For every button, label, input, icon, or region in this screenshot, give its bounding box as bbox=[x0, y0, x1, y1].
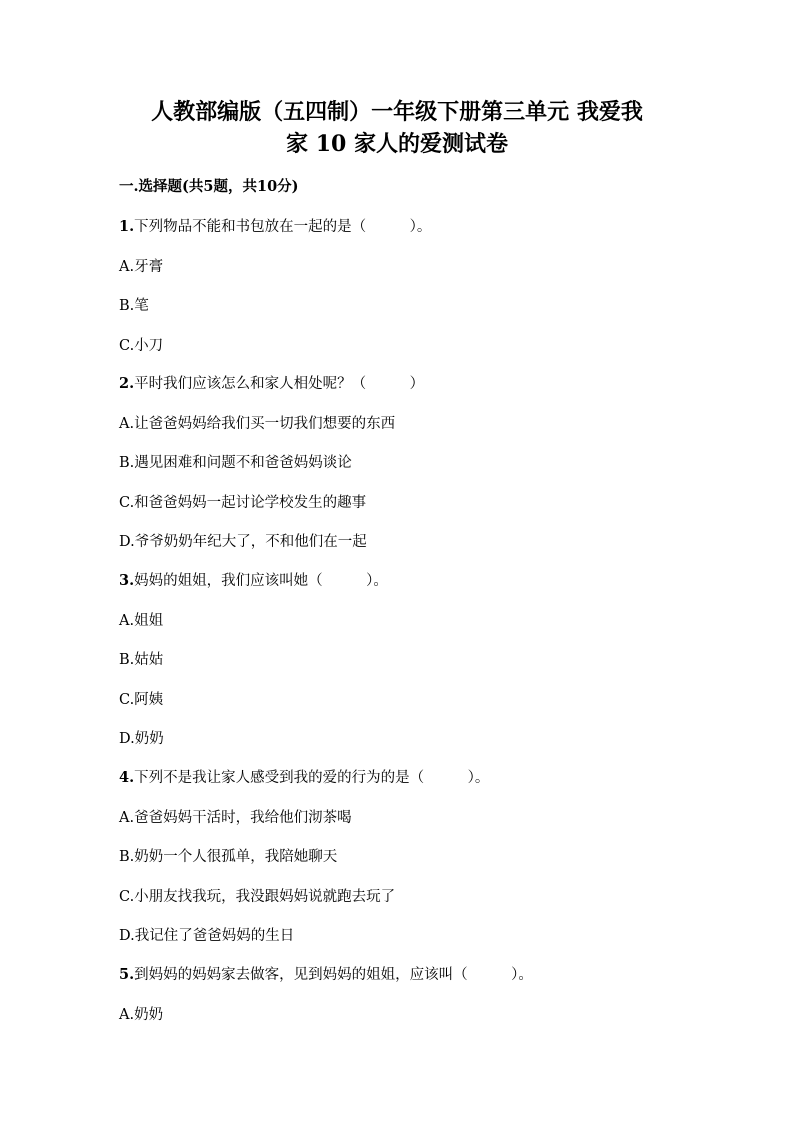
option-4c: C.小朋友找我玩，我没跟妈妈说就跑去玩了 bbox=[119, 889, 396, 905]
question-number: 4. bbox=[119, 769, 135, 786]
option-2a: A.让爸爸妈妈给我们买一切我们想要的东西 bbox=[119, 416, 396, 432]
option-1c: C.小刀 bbox=[119, 338, 164, 354]
question-stem: 到妈妈的妈妈家去做客，见到妈妈的姐姐，应该叫（ ）。 bbox=[134, 967, 533, 983]
option-3c: C.阿姨 bbox=[119, 692, 164, 708]
option-4a: A.爸爸妈妈干活时，我给他们沏茶喝 bbox=[119, 810, 352, 826]
question-stem: 下列不是我让家人感受到我的爱的行为的是（ ）。 bbox=[134, 770, 490, 786]
option-3a: A.姐姐 bbox=[119, 613, 164, 629]
section-heading: 一.选择题(共5题，共10分) bbox=[119, 178, 299, 195]
question-stem: 妈妈的姐姐，我们应该叫她（ ）。 bbox=[134, 573, 388, 589]
question-number: 5. bbox=[119, 966, 135, 983]
option-1a: A.牙膏 bbox=[119, 259, 164, 275]
option-1b: B.笔 bbox=[119, 298, 149, 314]
question-number: 2. bbox=[119, 375, 135, 392]
question-1 bbox=[119, 217, 431, 237]
option-3b: B.姑姑 bbox=[119, 652, 164, 668]
question-stem: 下列物品不能和书包放在一起的是（ ）。 bbox=[134, 219, 432, 235]
question-3 bbox=[119, 571, 388, 591]
page-title-line-1: 人教部编版（五四制）一年级下册第三单元 我爱我 bbox=[151, 99, 643, 125]
question-stem: 平时我们应该怎么和家人相处呢？（ ） bbox=[134, 376, 425, 392]
option-2c: C.和爸爸妈妈一起讨论学校发生的趣事 bbox=[119, 495, 367, 511]
question-number: 1. bbox=[119, 218, 135, 235]
option-2d: D.爷爷奶奶年纪大了，不和他们在一起 bbox=[119, 534, 367, 550]
option-2b: B.遇见困难和问题不和爸爸妈妈谈论 bbox=[119, 455, 352, 471]
option-4d: D.我记住了爸爸妈妈的生日 bbox=[119, 928, 295, 944]
page-title-line-2: 家 10 家人的爱测试卷 bbox=[286, 131, 508, 157]
question-number: 3. bbox=[119, 572, 135, 589]
question-5 bbox=[119, 965, 533, 985]
question-2 bbox=[119, 374, 424, 394]
option-4b: B.奶奶一个人很孤单，我陪她聊天 bbox=[119, 849, 338, 865]
option-3d: D.奶奶 bbox=[119, 731, 164, 747]
option-5a: A.奶奶 bbox=[119, 1007, 164, 1023]
question-4 bbox=[119, 768, 489, 788]
